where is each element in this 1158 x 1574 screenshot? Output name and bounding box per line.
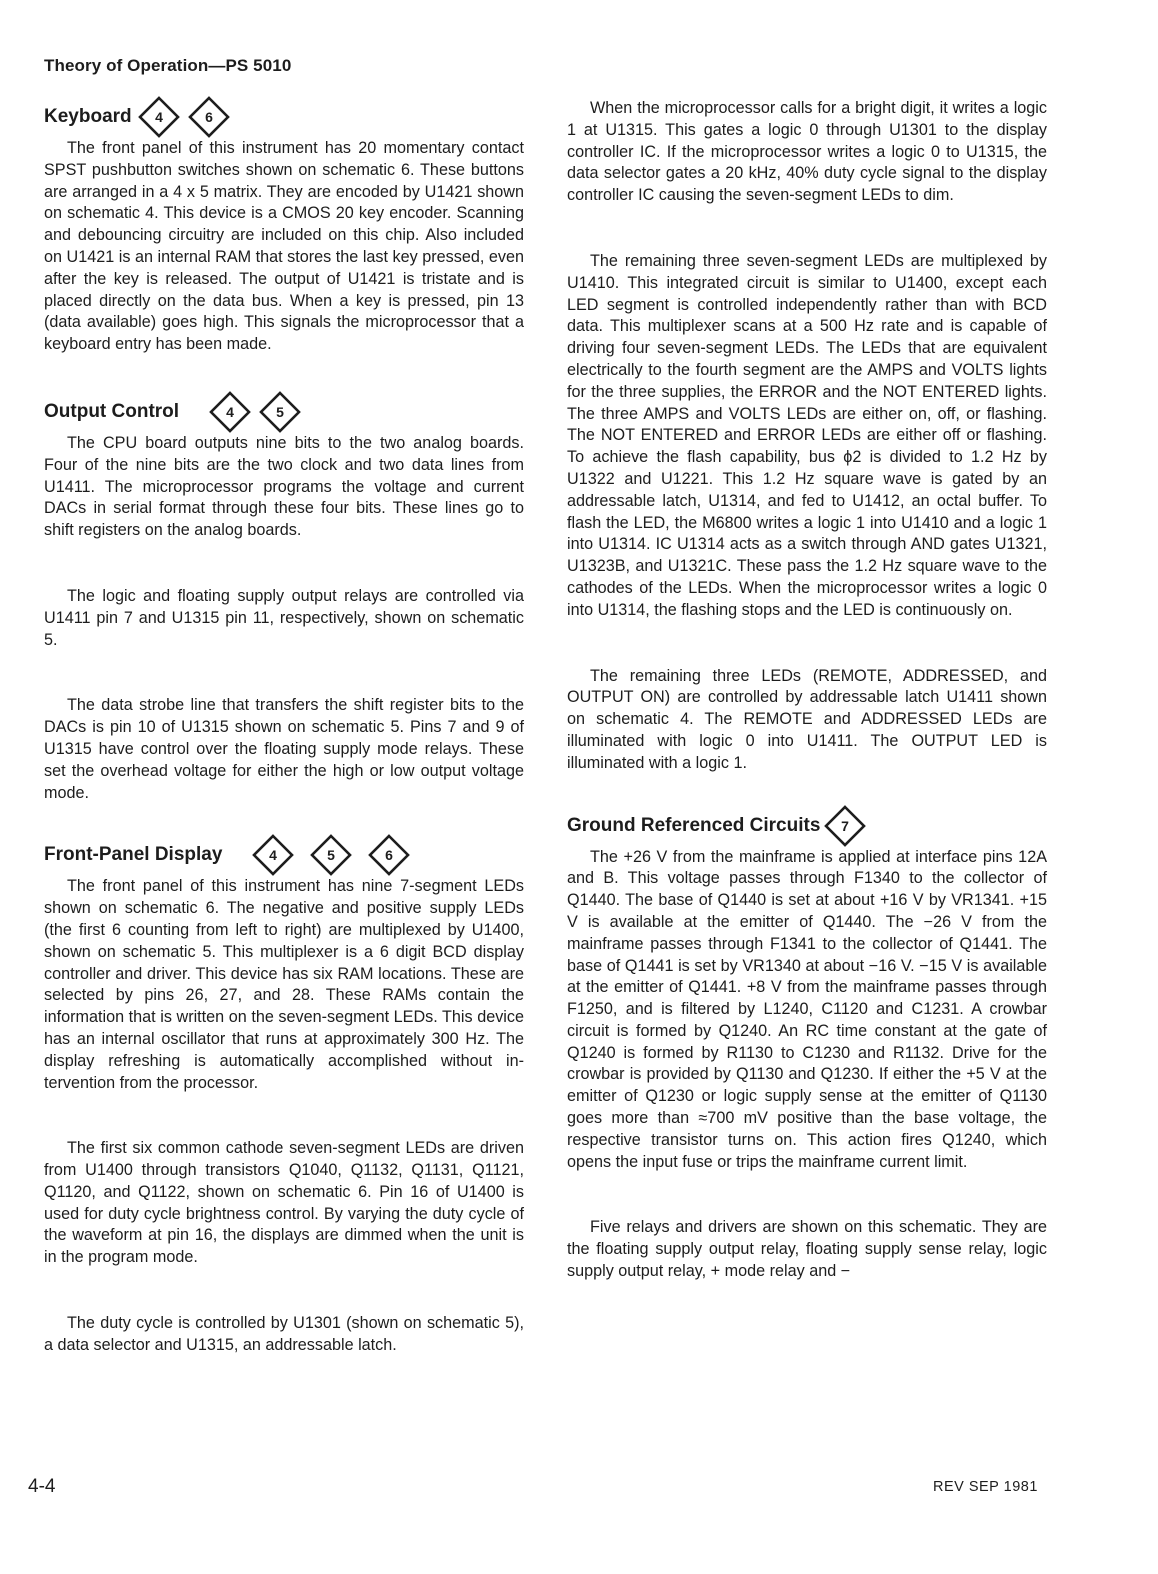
output-control-paragraph-3: The data strobe line that transfers the shift register bits to the DACs is pin 10 of U1315 shown on schematic 5. Pins 7 and 9 of U1315 have control over the floating supply mode relays. These set the overhead voltage for either the high or low output voltage mode.	[44, 696, 524, 802]
section-heading-output-control	[44, 391, 524, 433]
front-panel-display-paragraph-1: The front panel of this instrument has nine 7-segment LEDs shown on schematic 6. The negative and positive supply LEDs (the first 6 counting from left to right) are multiplexed by U1400, shown on schematic 5. This multiplexer is a 6 digit BCD display controller and driver. This device has six RAM locations. These are selected by pins 26, 27, and 28. These RAMs contain the information that is written on the seven-segment LEDs. This device has an internal oscillator that runs at approximately 300 Hz. The display refreshing is automatically accomplished without intervention from the processor.	[44, 877, 524, 1092]
schematic-diamond-icon	[368, 834, 410, 876]
output-control-paragraph-1: The CPU board outputs nine bits to the two analog boards. Four of the nine bits are the two clock and two data lines from U1411. The microprocessor programs the voltage and current DACs in serial format through these four bits. These lines go to shift registers on the analog boards.	[44, 433, 524, 540]
keyboard-heading-text: Keyboard	[44, 106, 132, 127]
svg-text:7: 7	[841, 817, 850, 834]
schematic-diamond-icon	[252, 834, 294, 876]
schematic-diamond-icon	[310, 834, 352, 876]
svg-text:4: 4	[154, 109, 163, 125]
schematic-diamond-icon	[824, 805, 866, 847]
left-column	[44, 96, 524, 1357]
section-heading-ground-referenced-circuits	[567, 805, 1047, 847]
section-heading-keyboard	[44, 96, 524, 138]
front-panel-display-paragraph-3: The duty cycle is controlled by U1301 (shown on schematic 5), a data selector and U1315, an addressable latch.	[44, 1314, 524, 1354]
schematic-diamond-icon	[138, 96, 180, 138]
svg-text:4: 4	[226, 403, 234, 420]
schematic-diamonds	[209, 391, 301, 433]
front-panel-display-heading-text: Front-Panel Display	[44, 844, 223, 866]
svg-text:5: 5	[327, 847, 336, 864]
output-control-paragraph-2: The logic and floating supply output relays are controlled via U1411 pin 7 and U1315 pin 11, respectively, shown on schematic 5.	[44, 586, 524, 649]
display-dimming-paragraph: When the microprocessor calls for a bright digit, it writes a logic 1 at U1315. This gates a logic 0 through U1301 to the display controller IC. If the microprocessor writes a logic 0 to U1315, the data selector gates a 20 kHz, 40% duty cycle signal to the display controller IC causing the seven-segment LEDs to dim.	[567, 99, 1047, 205]
ground-referenced-paragraph-2: Five relays and drivers are shown on this schematic. They are the floating supply output relay, floating supply sense relay, logic supply output relay, + mode relay and −	[567, 1218, 1047, 1281]
schematic-diamonds	[138, 96, 230, 138]
front-panel-display-paragraph-2: The first six common cathode seven-segment LEDs are driven from U1400 through transistors Q1040, Q1132, Q1131, Q1121, Q1120, and Q1122, shown on schematic 6. Pin 16 of U1400 is used for duty cycle brightness control. By varying the duty cycle of the waveform at pin 16, the displays are dimmed when the unit is in the program mode.	[44, 1139, 524, 1267]
schematic-diamonds	[252, 834, 410, 876]
right-column	[567, 98, 1047, 1283]
ground-referenced-heading-text: Ground Referenced Circuits	[567, 814, 821, 836]
status-leds-paragraph: The remaining three LEDs (REMOTE, ADDRESSED, and OUTPUT ON) are controlled by addressable latch U1411 shown on schematic 4. The REMOTE and ADDRESSED LEDs are illuminated with logic 0 into U1411. The OUTPUT LED is illuminated with a logic 1.	[567, 666, 1047, 772]
ground-referenced-paragraph-1: The +26 V from the mainframe is applied at interface pins 12A and B. This voltage passes through F1340 to the collector of Q1440. The base of Q1440 is set at about +16 V by VR1341. +15 V is available at the emitter of Q1440. The −26 V from the mainframe passes through F1341 to the collector of Q1441. The base of Q1441 is set by VR1340 at about −16 V. −15 V is available at the emitter of Q1441. +8 V from the mainframe passes through F1250, and is filtered by L1240, C1120 and C1231. A crowbar circuit is formed by Q1240. An RC time constant at the gate of Q1240 is formed by R1130 to C1230 and R1132. Drive for the crowbar is provided by Q1130 and Q1230. If either the +5 V at the emitter of Q1230 or logic supply sense at the emitter of Q1130 goes more than ≈700 mV positive than the base voltage, the respective transistor turns on. This action fires Q1240, which opens the input fuse or trips the mainframe current limit.	[567, 847, 1047, 1171]
svg-text:6: 6	[385, 847, 394, 864]
schematic-diamond-icon	[188, 96, 230, 138]
schematic-diamonds	[824, 805, 866, 847]
multiplexer-paragraph: The remaining three seven-segment LEDs are multiplexed by U1410. This integrated circuit is similar to U1400, except each LED segment is controlled independently rather than with BCD data. This multiplexer scans at a 500 Hz rate and is capable of driving four seven-segment LEDs. The LEDs that are equivalent electrically to the fourth segment are the AMPS and VOLTS lights for the three supplies, the ERROR and the NOT ENTERED lights. The three AMPS and VOLTS LEDs are either on, off, or flashing. The NOT ENTERED and ERROR LEDs are either off or flashing. To achieve the flash capability, bus ϕ2 is divided to 1.2 Hz by U1322 and U1221. This 1.2 Hz square wave is gated by an addressable latch, U1314, and fed to U1412, an octal buffer. To flash the LED, the M6800 writes a logic 1 into U1410 and a logic 1 into U1314. IC U1314 acts as a switch through AND gates U1321, U1323B, and U1321C. These pass the 1.2 Hz square wave to the cathodes of the LEDs. When the microprocessor writes a logic 0 into U1314, the flashing stops and the LED is continuously on.	[567, 251, 1047, 619]
keyboard-paragraph: The front panel of this instrument has 20 momentary contact SPST pushbutton switches shown on schematic 6. These buttons are arranged in a 4 x 5 matrix. They are encoded by U1421 shown on schematic 4. This device is a CMOS 20 key encoder. Scanning and debouncing circuitry are included on this chip. Also included on U1421 is an internal RAM that stores the last key pressed, even after the key is released. The output of U1421 is tristate and is placed directly on the data bus. When a key is pressed, pin 13 (data available) goes high. This signals the microprocessor that a keyboard entry has been made.	[44, 139, 524, 354]
schematic-diamond-icon	[209, 391, 251, 433]
revision-date: REV SEP 1981	[933, 1479, 1038, 1495]
output-control-heading-text: Output Control	[44, 400, 180, 422]
schematic-diamond-icon	[259, 391, 301, 433]
section-heading-front-panel-display	[44, 834, 524, 876]
page-header: Theory of Operation—PS 5010	[44, 56, 292, 75]
svg-text:6: 6	[204, 109, 213, 125]
svg-text:4: 4	[269, 847, 278, 864]
page-number: 4-4	[28, 1476, 56, 1497]
svg-text:5: 5	[276, 403, 284, 420]
